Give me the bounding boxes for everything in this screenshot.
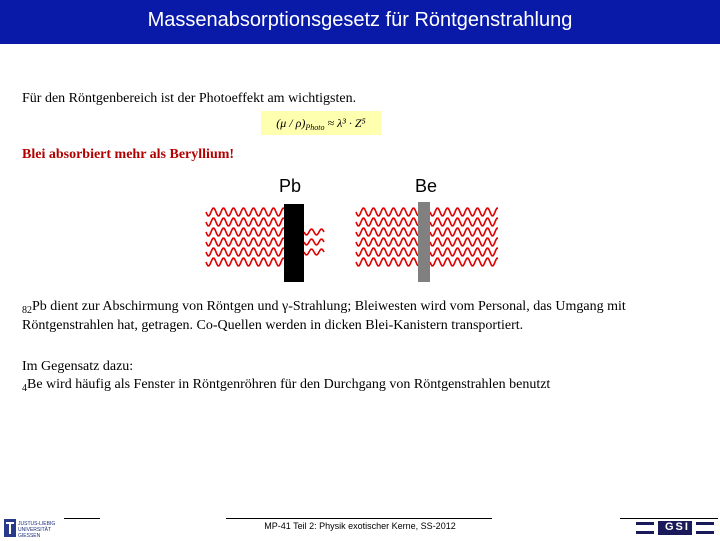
footer-text: MP-41 Teil 2: Physik exotischer Kerne, SS-2012 [264,521,456,531]
x-ray-wave [356,258,418,266]
photoeffect-formula [261,111,381,135]
pb-incoming-waves [206,208,284,266]
x-ray-wave [430,228,498,236]
lead-atomic-number: 82 [22,305,32,316]
beryllium-atomic-number: 4 [22,383,27,394]
x-ray-wave [356,248,418,256]
pb-transmitted-waves [304,229,324,255]
x-ray-wave [206,218,284,226]
label-pb: Pb [279,176,302,196]
x-ray-wave [356,228,418,236]
x-ray-wave [304,239,324,245]
formula-lhs: (μ / ρ) [276,116,306,130]
gsi-logo-text: GSI [665,521,690,533]
lead-absorber [284,204,304,282]
contrast-intro: Im Gegensatz dazu: [22,359,134,374]
be-incoming-waves [356,208,418,266]
x-ray-wave [430,218,498,226]
slide-title: Massenabsorptionsgesetz für Röntgenstrahlung [0,0,720,44]
formula-subscript: Photo [305,123,325,132]
x-ray-wave [206,228,284,236]
footer-divider-left [64,518,100,519]
x-ray-wave [304,249,324,255]
x-ray-wave [356,208,418,216]
x-ray-wave [206,208,284,216]
label-be: Be [415,176,438,196]
gsi-logo [636,520,716,536]
beryllium-paragraph [22,376,550,395]
x-ray-wave [430,258,498,266]
x-ray-wave [304,229,324,235]
footer-divider-right [620,518,718,519]
intro-text: Für den Röntgenbereich ist der Photoeffekt am wichtigsten. [22,91,357,106]
footer-divider-center [226,518,492,519]
beryllium-paragraph-text: Be wird häufig als Fenster in Röntgenröhren für den Durchgang von Röntgenstrahlen benutzt [27,377,551,392]
x-ray-wave [430,238,498,246]
formula-rhs: ≈ λ³ · Z⁵ [327,116,366,130]
be-transmitted-waves [430,208,498,266]
x-ray-wave [430,208,498,216]
university-logo-text: JUSTUS-LIEBIG UNIVERSITÄT GIESSEN [18,521,56,539]
absorption-illustration [200,196,510,288]
x-ray-wave [206,248,284,256]
x-ray-wave [206,258,284,266]
beryllium-absorber [418,202,430,282]
highlight-text: Blei absorbiert mehr als Beryllium! [22,147,235,162]
x-ray-wave [356,238,418,246]
x-ray-wave [206,238,284,246]
lead-paragraph-text: Pb dient zur Abschirmung von Röntgen und γ-Strahlung; Bleiwesten wird vom Personal, das Umgang mit Röntgenstrahlen hat, getragen. Co-Quellen werden in dicken Blei-Kanistern transportiert. [22,299,626,333]
lead-paragraph [22,298,692,335]
x-ray-wave [430,248,498,256]
x-ray-wave [356,218,418,226]
